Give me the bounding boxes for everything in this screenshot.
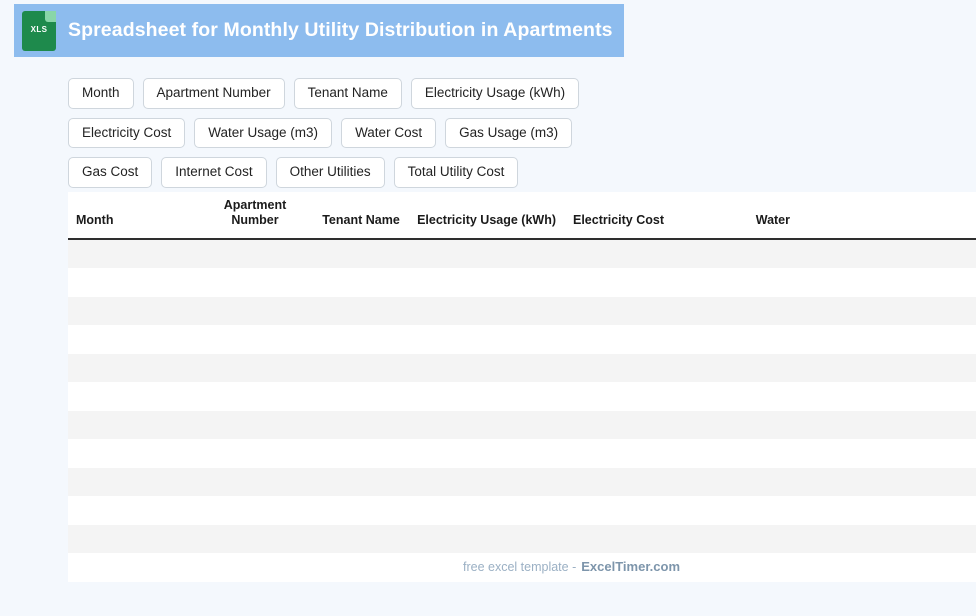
table-cell[interactable] (798, 468, 910, 497)
table-cell[interactable] (68, 468, 196, 497)
table-cell[interactable] (672, 553, 798, 582)
chip-internet-cost[interactable]: Internet Cost (161, 157, 266, 188)
column-header-spacer-1 (798, 192, 910, 239)
table-cell[interactable] (910, 297, 976, 326)
chip-electricity-usage[interactable]: Electricity Usage (kWh) (411, 78, 579, 109)
chip-other-utilities[interactable]: Other Utilities (276, 157, 385, 188)
table-row[interactable] (68, 411, 976, 440)
table-cell[interactable] (314, 382, 408, 411)
table-row[interactable] (68, 325, 976, 354)
table-cell[interactable] (564, 325, 672, 354)
table-cell[interactable] (798, 325, 910, 354)
table-cell[interactable] (408, 325, 564, 354)
excel-file-icon-label: XLS (30, 24, 48, 34)
table-cell[interactable] (408, 297, 564, 326)
table-cell[interactable] (672, 525, 798, 554)
table-cell[interactable] (314, 468, 408, 497)
table-cell[interactable] (672, 325, 798, 354)
table-cell[interactable] (564, 297, 672, 326)
column-header-spacer-2 (910, 192, 976, 239)
table-row[interactable] (68, 297, 976, 326)
column-header-water: Water (672, 192, 798, 239)
table-cell[interactable] (408, 239, 564, 269)
table-cell[interactable] (408, 496, 564, 525)
column-header-month: Month (68, 192, 196, 239)
table-cell[interactable] (910, 239, 976, 269)
table-cell[interactable] (672, 297, 798, 326)
table-cell[interactable] (196, 325, 314, 354)
footer-brand[interactable]: ExcelTimer.com (581, 559, 680, 574)
table-cell[interactable] (408, 268, 564, 297)
table-row[interactable] (68, 468, 976, 497)
table-cell[interactable] (564, 268, 672, 297)
table-cell[interactable] (564, 496, 672, 525)
table-cell[interactable] (672, 268, 798, 297)
table-cell[interactable] (314, 354, 408, 383)
table-row[interactable] (68, 525, 976, 554)
table-cell[interactable] (408, 468, 564, 497)
table-cell[interactable] (798, 553, 910, 582)
table-cell[interactable] (314, 439, 408, 468)
table-cell[interactable] (314, 553, 408, 582)
table-cell[interactable] (68, 239, 196, 269)
table-cell[interactable] (68, 268, 196, 297)
table-cell[interactable] (798, 496, 910, 525)
table-cell[interactable] (68, 439, 196, 468)
table-cell[interactable] (798, 382, 910, 411)
spreadsheet-table (68, 192, 976, 582)
field-chip-list (68, 78, 638, 188)
table-cell[interactable] (910, 411, 976, 440)
table-row[interactable] (68, 382, 976, 411)
table-cell[interactable] (910, 468, 976, 497)
column-header-tenant-name: Tenant Name (314, 192, 408, 239)
table-cell[interactable] (672, 439, 798, 468)
table-cell[interactable] (798, 354, 910, 383)
table-cell[interactable] (798, 411, 910, 440)
table-cell[interactable] (564, 525, 672, 554)
table-cell[interactable] (408, 525, 564, 554)
table-cell[interactable] (798, 439, 910, 468)
table-row[interactable] (68, 268, 976, 297)
table-header-row (68, 192, 976, 239)
table-cell[interactable] (68, 496, 196, 525)
table-cell[interactable] (196, 525, 314, 554)
column-header-electricity-cost: Electricity Cost (564, 192, 672, 239)
table-cell[interactable] (196, 354, 314, 383)
table-row[interactable] (68, 496, 976, 525)
column-header-electricity-usage: Electricity Usage (kWh) (408, 192, 564, 239)
table-cell[interactable] (314, 496, 408, 525)
table-cell[interactable] (910, 382, 976, 411)
table-cell[interactable] (672, 411, 798, 440)
chip-electricity-cost[interactable]: Electricity Cost (68, 118, 185, 149)
table-row[interactable] (68, 439, 976, 468)
table-cell[interactable] (564, 468, 672, 497)
table-cell[interactable] (314, 268, 408, 297)
chip-total-utility-cost[interactable]: Total Utility Cost (394, 157, 519, 188)
table-cell[interactable] (798, 239, 910, 269)
table-cell[interactable] (196, 439, 314, 468)
table-cell[interactable] (68, 325, 196, 354)
chip-water-usage[interactable]: Water Usage (m3) (194, 118, 332, 149)
table-cell[interactable] (196, 468, 314, 497)
table-cell[interactable] (196, 297, 314, 326)
table-cell[interactable] (564, 439, 672, 468)
table-cell[interactable] (672, 382, 798, 411)
table-cell[interactable] (408, 411, 564, 440)
table-cell[interactable] (314, 239, 408, 269)
table-cell[interactable] (196, 411, 314, 440)
table-cell[interactable] (798, 297, 910, 326)
table-cell[interactable] (68, 297, 196, 326)
table-cell[interactable] (314, 297, 408, 326)
page-header (14, 4, 624, 57)
chip-month[interactable]: Month (68, 78, 134, 109)
table-cell[interactable] (314, 411, 408, 440)
table-cell[interactable] (68, 553, 196, 582)
table-cell[interactable] (68, 525, 196, 554)
chip-gas-usage[interactable]: Gas Usage (m3) (445, 118, 572, 149)
excel-file-icon-fold (45, 11, 56, 22)
table-cell[interactable] (672, 496, 798, 525)
table-cell[interactable] (672, 354, 798, 383)
table-cell[interactable] (408, 382, 564, 411)
table-cell[interactable] (910, 354, 976, 383)
table-cell[interactable] (798, 525, 910, 554)
chip-tenant-name[interactable]: Tenant Name (294, 78, 402, 109)
page-title: Spreadsheet for Monthly Utility Distribution in Apartments (68, 19, 613, 41)
table-cell[interactable] (196, 268, 314, 297)
table-cell[interactable] (564, 239, 672, 269)
table-cell[interactable] (910, 525, 976, 554)
table-cell[interactable] (196, 382, 314, 411)
table-row[interactable] (68, 239, 976, 269)
column-header-apartment-number: Apartment Number (196, 192, 314, 239)
table-cell[interactable] (564, 354, 672, 383)
footer-text: free excel template - (462, 560, 577, 574)
table-cell[interactable] (408, 354, 564, 383)
table-cell[interactable] (564, 382, 672, 411)
table-cell[interactable] (196, 496, 314, 525)
table-cell[interactable] (672, 468, 798, 497)
excel-file-icon (22, 11, 56, 51)
chip-apartment-number[interactable]: Apartment Number (143, 78, 285, 109)
table-cell[interactable] (910, 553, 976, 582)
chip-water-cost[interactable]: Water Cost (341, 118, 436, 149)
table-cell[interactable] (408, 439, 564, 468)
table-cell[interactable] (910, 439, 976, 468)
table-cell[interactable] (68, 354, 196, 383)
table-cell[interactable] (798, 268, 910, 297)
spreadsheet-preview (68, 192, 790, 540)
table-cell[interactable] (672, 239, 798, 269)
table-body (68, 239, 976, 582)
table-cell[interactable] (196, 553, 314, 582)
table-cell[interactable] (910, 268, 976, 297)
footer (463, 559, 680, 574)
table-cell[interactable] (314, 325, 408, 354)
table-cell[interactable] (910, 325, 976, 354)
table-cell[interactable] (196, 239, 314, 269)
table-cell[interactable] (564, 411, 672, 440)
chip-gas-cost[interactable]: Gas Cost (68, 157, 152, 188)
table-cell[interactable] (68, 411, 196, 440)
table-row[interactable] (68, 354, 976, 383)
table-cell[interactable] (910, 496, 976, 525)
table-cell[interactable] (314, 525, 408, 554)
table-cell[interactable] (68, 382, 196, 411)
